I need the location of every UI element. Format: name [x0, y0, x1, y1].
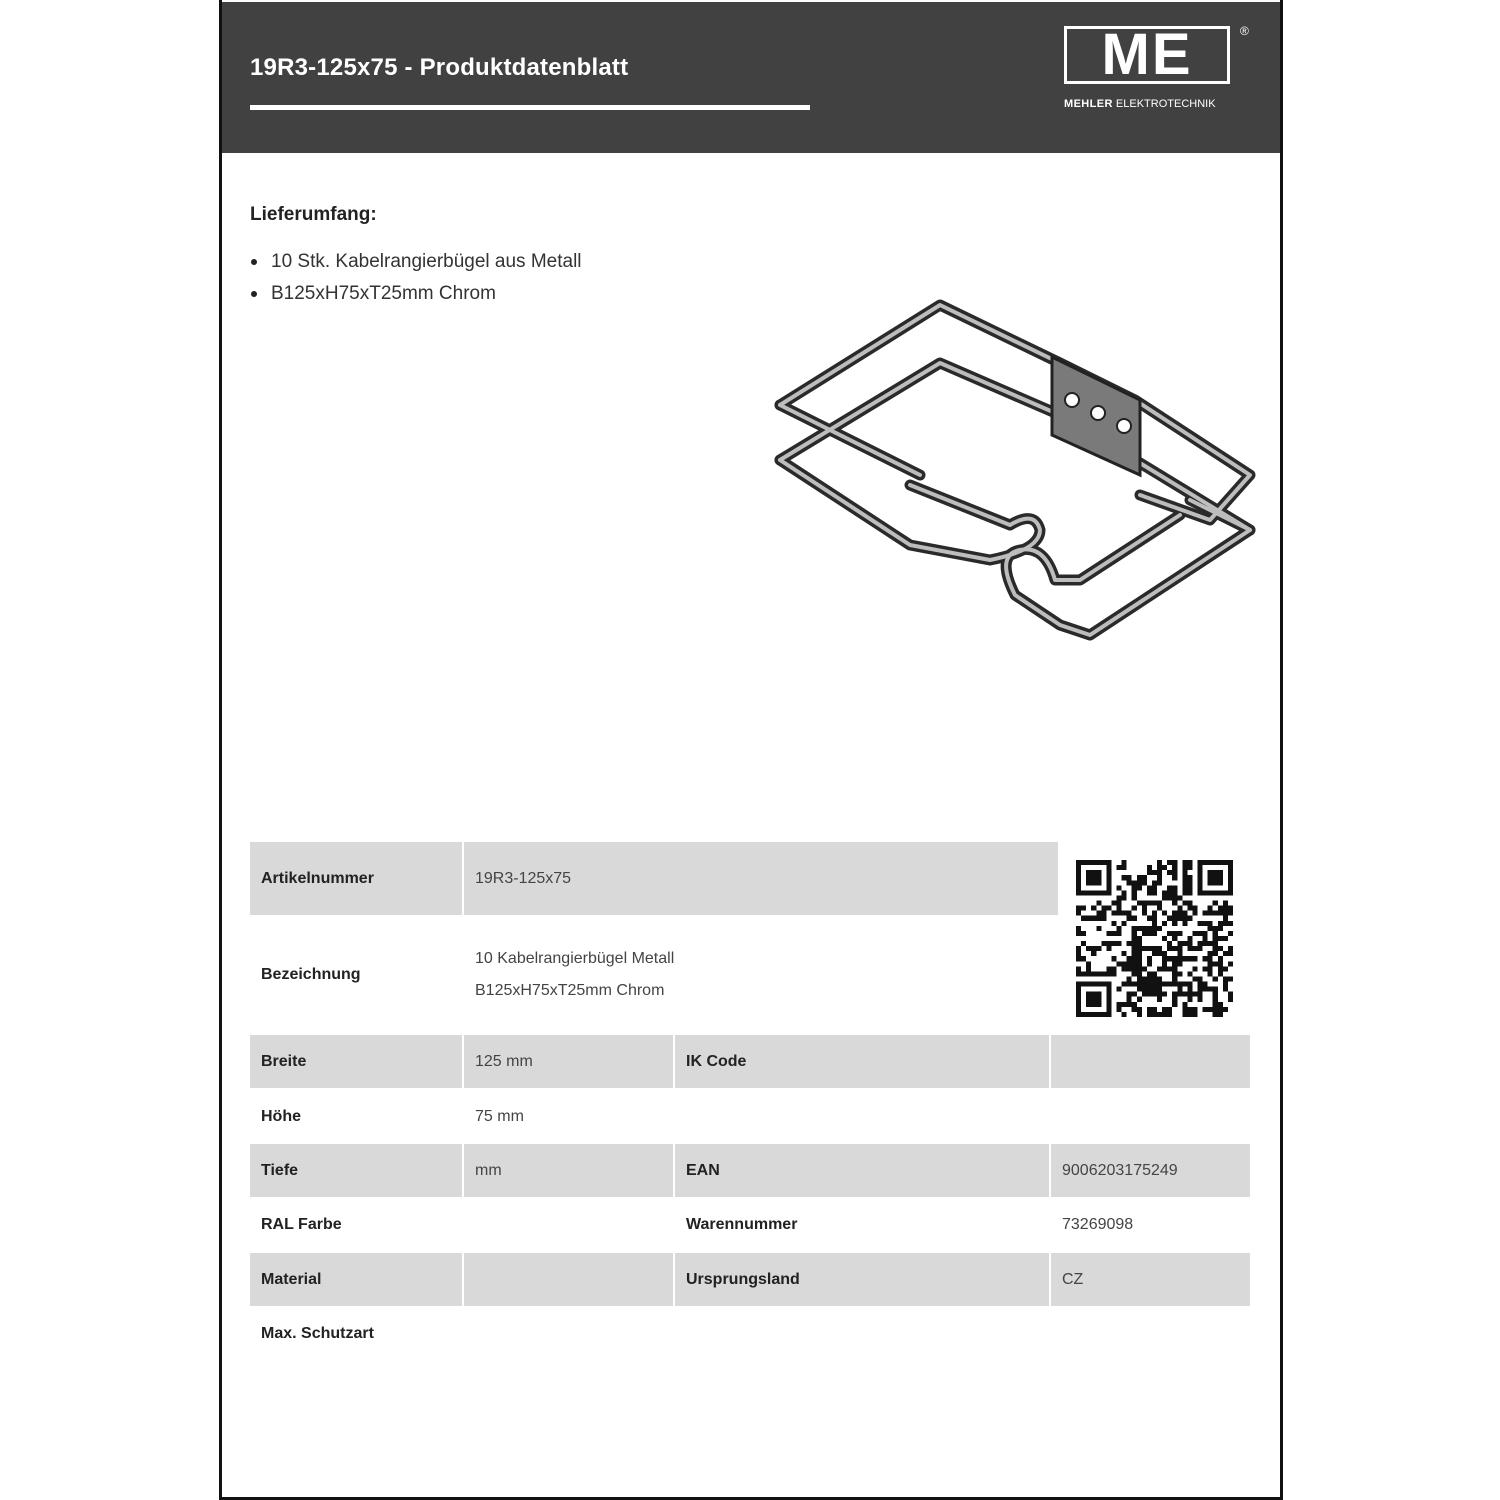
logo-company	[1064, 98, 1216, 110]
spec-bezeichnung-value	[464, 920, 1058, 1030]
spec-breite-value	[464, 1035, 673, 1088]
spec-ikcode-value	[1051, 1035, 1250, 1088]
spec-label-text: Tiefe	[261, 1161, 299, 1179]
mehler-logo	[1064, 22, 1254, 116]
spec-material-label	[250, 1253, 462, 1306]
spec-ursprungsland-label	[675, 1253, 1049, 1306]
spec-bezeichnung-label	[250, 920, 462, 1030]
spec-value-line: 10 Kabelrangierbügel Metall	[475, 950, 675, 967]
spec-label-text: Artikelnummer	[261, 869, 374, 887]
spec-hoehe-value	[464, 1090, 673, 1143]
spec-value-line: B125xH75xT25mm Chrom	[475, 982, 665, 999]
title-underline	[250, 105, 810, 110]
spec-label-text: Material	[261, 1270, 322, 1288]
spec-artikelnummer-label	[250, 842, 462, 915]
spec-tiefe-label	[250, 1144, 462, 1197]
logo-registered: ®	[1240, 24, 1249, 38]
cable-management-bracket-image	[760, 295, 1270, 655]
logo-company-rest: ELEKTROTECHNIK	[1115, 98, 1216, 110]
spec-ean-label	[675, 1144, 1049, 1197]
spec-ral-value	[464, 1198, 673, 1251]
spec-label-text: Bezeichnung	[261, 966, 361, 983]
page-title: 19R3-125x75 - Produktdatenblatt	[250, 54, 629, 81]
spec-label-text: Breite	[261, 1052, 307, 1070]
spec-ean-value	[1051, 1144, 1250, 1197]
spec-value-text: mm	[475, 1161, 502, 1179]
qr-code[interactable]	[1076, 860, 1233, 1017]
spec-value-text: 9006203175249	[1062, 1161, 1178, 1179]
scope-item: B125xH75xT25mm Chrom	[250, 278, 582, 310]
spec-material-value	[464, 1253, 673, 1306]
spec-warennummer-value	[1051, 1198, 1250, 1251]
spec-breite-label	[250, 1035, 462, 1088]
spec-ikcode-label	[675, 1035, 1049, 1088]
spec-label-text: Ursprungsland	[686, 1270, 800, 1288]
spec-label-text: RAL Farbe	[261, 1215, 342, 1233]
spec-value-text: 75 mm	[475, 1107, 524, 1125]
spec-value-text	[475, 943, 674, 1007]
spec-hoehe-label	[250, 1090, 462, 1143]
spec-label-text: IK Code	[686, 1052, 747, 1070]
logo-company-bold: MEHLER	[1064, 98, 1113, 110]
scope-list	[250, 246, 582, 310]
spec-schutzart-label	[250, 1307, 462, 1360]
spec-warennummer-label	[675, 1198, 1049, 1251]
spec-ral-label	[250, 1198, 462, 1251]
spec-ursprungsland-value	[1051, 1253, 1250, 1306]
spec-value-text: 19R3-125x75	[475, 869, 572, 887]
spec-label-text: Höhe	[261, 1107, 301, 1125]
spec-label-text: EAN	[686, 1161, 720, 1179]
spec-label-text: Warennummer	[686, 1215, 798, 1233]
logo-mark: ME	[1101, 22, 1193, 87]
scope-item: 10 Stk. Kabelrangierbügel aus Metall	[250, 246, 582, 278]
spec-value-text: 73269098	[1062, 1215, 1134, 1233]
scope-title: Lieferumfang:	[250, 204, 377, 225]
header-bar	[222, 2, 1280, 153]
spec-value-text: 125 mm	[475, 1052, 533, 1070]
spec-artikelnummer-value	[464, 842, 1058, 915]
spec-tiefe-value	[464, 1144, 673, 1197]
spec-label-text: Max. Schutzart	[261, 1324, 374, 1342]
spec-schutzart-value	[464, 1307, 673, 1360]
spec-value-text: CZ	[1062, 1270, 1084, 1288]
